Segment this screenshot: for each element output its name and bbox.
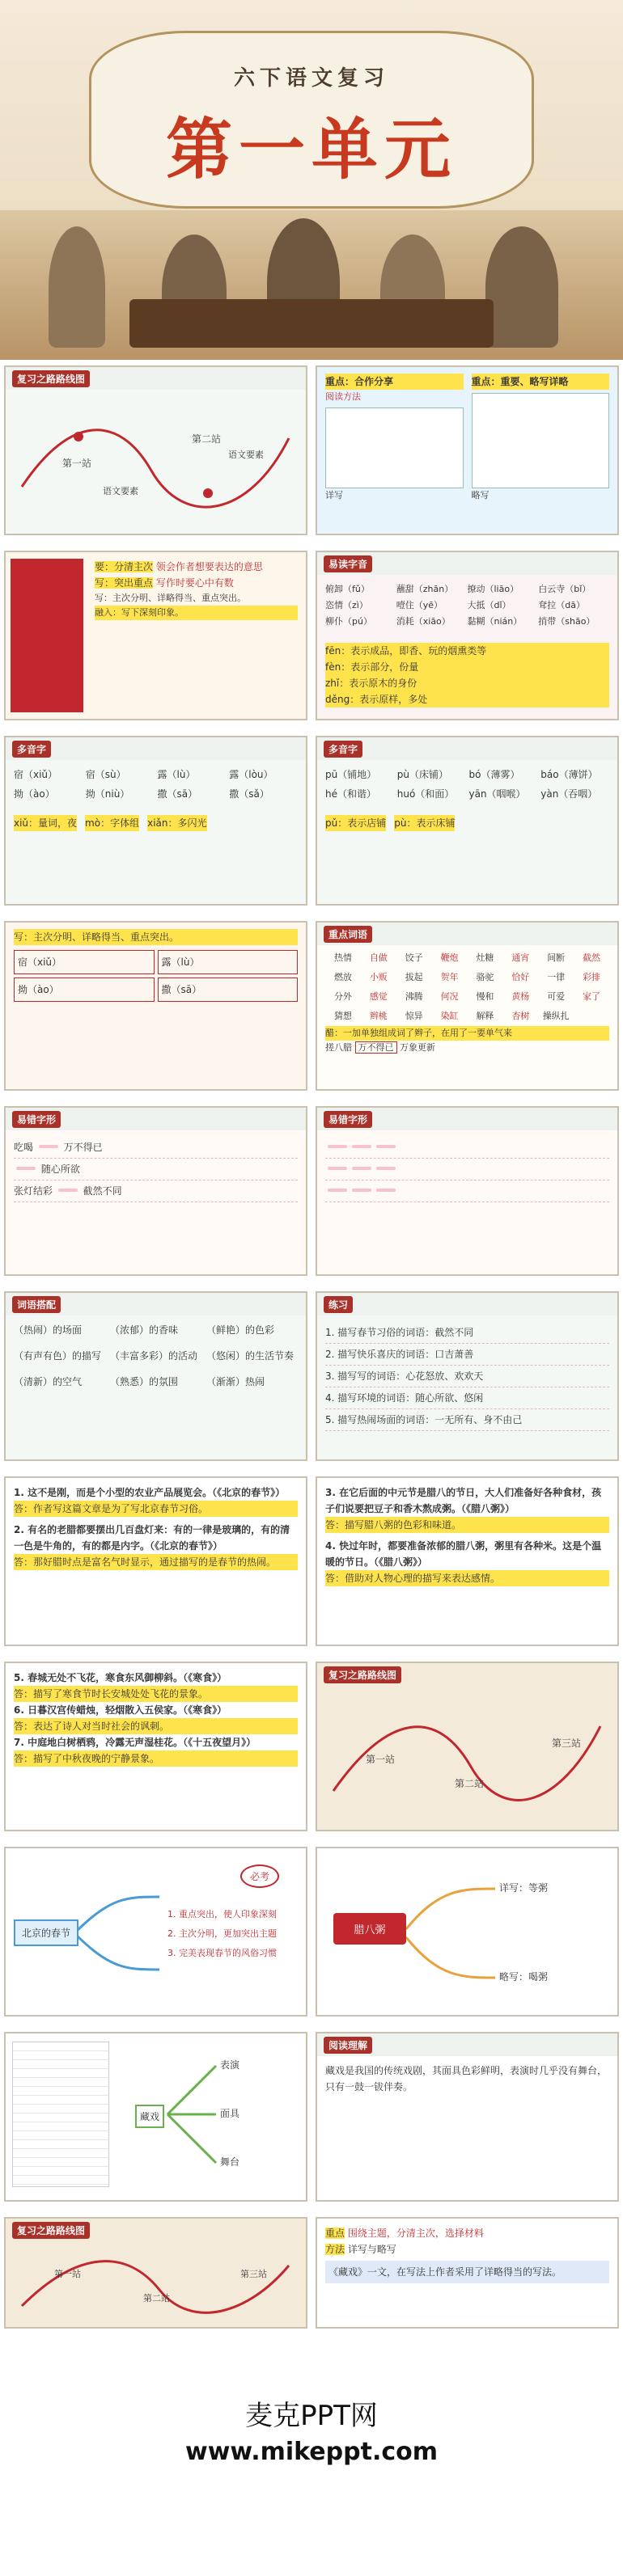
text-item: 拗（ào） [18, 984, 59, 995]
text-item: 撒（sā） [161, 984, 202, 995]
text-item: 间断 [547, 952, 566, 963]
text-item: 3. 描写写的词语：心花怒放、欢欢天 [325, 1366, 609, 1387]
text-item: 3. 在它后面的中元节是腊八的节日，大人们准备好各种食材，孩子们说要把豆子和香木熬成粥。（《腊八粥》） [325, 1487, 602, 1514]
word-note: 写：主次分明、详略得当、重点突出。 [14, 929, 298, 945]
text-item: 6. 日暮汉宫传蜡烛，轻烟散入五侯家。（《寒食》） [14, 1704, 227, 1716]
poly-item: 露（lù） [157, 769, 196, 780]
text-item: 第一站 [54, 2269, 81, 2279]
pinyin-note: fēn：表示成品，即香、玩的烟熏类等 [325, 643, 609, 659]
text-item: 猜想 [333, 1011, 352, 1021]
text-item: 5. 描写热闹场面的词语：一无所有、身不由己 [325, 1409, 609, 1431]
text-item: 方法 [325, 2244, 345, 2255]
text-item: 杏树 [511, 1011, 530, 1021]
slide-pinyin[interactable] [316, 551, 619, 720]
text-item: 1. 这不是刚，而是个小型的农业产品展览会。（《北京的春节》） [14, 1487, 286, 1498]
pinyin-item: 耷拉（dā） [538, 600, 585, 610]
poly-item: 宿（sù） [85, 769, 126, 780]
slide-qa-1[interactable] [4, 1476, 307, 1646]
slide-focus[interactable] [316, 365, 619, 535]
text-item: 鞭炮 [440, 952, 459, 963]
slide-mindmap-2[interactable] [316, 1847, 619, 2016]
poly-item: pù（床铺） [396, 769, 448, 780]
cover-illustration [0, 210, 623, 360]
poly-note: xiǎn：多闪光 [147, 815, 206, 831]
text-item: 黄杨 [511, 991, 530, 1002]
text-item: 答：那好腊时点是富名气时显示，通过描写的是春节的热闹。 [14, 1554, 298, 1570]
text-item: （鲜艳）的色彩 [206, 1324, 275, 1336]
pinyin-note: zhǐ：表示原木的身份 [325, 675, 609, 691]
text-item: 饺子 [405, 952, 423, 963]
text-item: 第三站 [240, 2269, 267, 2279]
text-item: 万不得已 [355, 1041, 397, 1054]
pinyin-item: 消耗（xiāo） [396, 616, 451, 627]
text-item: 重点 [325, 2228, 345, 2239]
pinyin-item: 蘸甜（zhān） [396, 584, 454, 594]
word-box [158, 978, 299, 1002]
slide-mindmap-3[interactable] [4, 2032, 307, 2202]
text-item: 2. 有名的老腊都要摆出几百盘灯来：有的一律是玻璃的，有的清一色是牛角的，有的都是内字。（《北京的春节》） [14, 1524, 290, 1552]
text-item: （热闹）的场面 [14, 1324, 83, 1336]
cover-title: 第一单元 [165, 111, 457, 188]
text-item: 围绕主题，分清主次，选择材料 [347, 2228, 484, 2239]
slide-tag: 多音字 [324, 741, 362, 758]
route-stop-2-sub: 语文要素 [228, 450, 264, 460]
slide-method[interactable] [316, 2217, 619, 2329]
text-item: 热情 [333, 952, 352, 963]
slide-phrases[interactable] [4, 1291, 307, 1461]
text-item: 感觉 [369, 991, 388, 1002]
text-item: 操纵扎 [542, 1011, 570, 1021]
slide-pinyin-rows-2[interactable] [316, 1106, 619, 1276]
poly-note: xiǔ：量词，夜 [14, 815, 77, 831]
focus-sub-1: 阅读方法 [325, 391, 361, 402]
slide-key-words[interactable] [316, 921, 619, 1091]
route-stop-2: 第二站 [192, 433, 222, 445]
text-item: 恰好 [511, 972, 530, 982]
text-item: 贺年 [440, 972, 459, 982]
slide-qa-3[interactable] [4, 1662, 307, 1831]
pinyin-item: 大抵（dǐ） [467, 600, 511, 610]
slide-pinyin-rows[interactable] [4, 1106, 307, 1276]
text-item: 详写：等粥 [499, 1882, 549, 1894]
req-line-1: 要：分清主次 [95, 561, 154, 572]
slide-tag: 阅读理解 [324, 2037, 372, 2054]
focus-foot-2: 略写 [471, 490, 490, 500]
text-item: 吃喝 [14, 1142, 34, 1153]
text-item: 可爱 [547, 991, 566, 1002]
word-box [14, 950, 155, 974]
slide-polyphone-2[interactable] [316, 736, 619, 906]
text-item: 辫桃 [369, 1011, 388, 1021]
req-line-5: 写：主次分明、详略得当、重点突出。 [95, 593, 246, 603]
text-item: 自做 [369, 952, 388, 963]
req-line-2: 领会作者想要表达的意思 [155, 561, 263, 572]
slide-tag: 易错字形 [324, 1111, 372, 1128]
slide-tag: 重点词语 [324, 926, 372, 943]
text-item: 5. 春城无处不飞花，寒食东风御柳斜。（《寒食》） [14, 1672, 227, 1683]
footer [0, 2329, 623, 2576]
text-item: 随心所欲 [40, 1163, 80, 1175]
text-item: （熟悉）的氛围 [110, 1376, 179, 1387]
text-item: 彩排 [583, 972, 601, 982]
req-line-3: 写：突出重点 [95, 577, 154, 589]
pinyin-item: 撩动（liāo） [467, 584, 519, 594]
text-item: 4. 描写环境的词语：随心所欲、悠闲 [325, 1387, 609, 1409]
poly-note: pù：表示床铺 [394, 815, 455, 831]
text-item: 答：描写腊八粥的色彩和味道。 [325, 1517, 609, 1533]
text-item: （清新）的空气 [14, 1376, 83, 1387]
text-item: 截然不同 [83, 1185, 122, 1197]
poly-note: pǔ：表示店铺 [325, 815, 386, 831]
mindmap-center: 北京的春节 [14, 1919, 78, 1946]
word-box [158, 950, 299, 974]
text-item: （悠闲）的生活节奏 [206, 1350, 295, 1362]
text-item: 答：表达了诗人对当时社会的讽刺。 [14, 1718, 298, 1734]
slide-polyphone[interactable] [4, 736, 307, 906]
text-item: 宿（xiǔ） [18, 956, 62, 968]
text-item: （浓郁）的香味 [110, 1324, 179, 1336]
route-stop-1: 第一站 [62, 458, 92, 469]
poly-item: bó（薄雾） [468, 769, 520, 780]
text-item: 搓八腊 [325, 1042, 352, 1053]
cover-subtitle: 六下语文复习 [233, 66, 389, 91]
text-item: 面具 [220, 2108, 240, 2119]
poly-item: 撒（sǎ） [229, 788, 269, 800]
slide-requirement[interactable] [4, 551, 307, 720]
slide-word-form[interactable] [4, 921, 307, 1091]
text-item: 藏戏 [135, 2105, 164, 2128]
slide-tag: 词语搭配 [12, 1296, 61, 1313]
text-item: 一律 [547, 972, 566, 982]
slide-tag: 多音字 [12, 741, 51, 758]
text-item: 骆驼 [476, 972, 494, 982]
pinyin-item: 柳仆（pú） [325, 616, 372, 627]
pinyin-item: 黏糊（nián） [467, 616, 523, 627]
poly-item: 拗（ào） [14, 788, 55, 800]
text-item: 第二站 [455, 1778, 485, 1789]
pinyin-item: 恣情（zì） [325, 600, 368, 610]
slide-route-map[interactable] [4, 365, 307, 535]
poly-item: 撒（sā） [157, 788, 198, 800]
text-item: 万象更新 [400, 1042, 435, 1053]
poly-item: huó（和面） [396, 788, 455, 800]
text-item: 答：描写了中秋夜晚的宁静景象。 [14, 1750, 298, 1767]
text-item: 略写：喝粥 [499, 1971, 549, 1983]
poly-item: 露（lòu） [229, 769, 273, 780]
req-line-4: 写作时要心中有数 [155, 577, 234, 589]
slide-tag: 易读字音 [324, 555, 372, 572]
poly-item: hé（和谐） [325, 788, 376, 800]
slide-tag: 复习之路路线图 [12, 370, 90, 387]
slide-tag: 练习 [324, 1296, 353, 1313]
pinyin-item: 捎带（shāo） [538, 616, 595, 627]
footer-url[interactable]: www.mikeppt.com [185, 2438, 438, 2466]
focus-foot-1: 详写 [325, 490, 343, 500]
text-item: 2. 主次分明，更加突出主题 [167, 1928, 277, 1939]
slide-qa-2[interactable] [316, 1476, 619, 1646]
pinyin-note: děng：表示原样，多处 [325, 691, 609, 707]
text-item: 必考 [240, 1864, 279, 1888]
text-item: 第二站 [143, 2293, 170, 2304]
text-item: 染缸 [440, 1011, 459, 1021]
route-stop-1-sub: 语文要素 [103, 486, 138, 496]
slide-reading[interactable] [316, 2032, 619, 2202]
text-item: 沸腾 [405, 991, 423, 1002]
footer-brand: 麦克PPT网 [245, 2400, 378, 2432]
poly-item: pū（铺地） [325, 769, 377, 780]
pinyin-item: 俯卸（fǔ） [325, 584, 370, 594]
text-item: 详写与略写 [347, 2244, 396, 2255]
req-line-6: 融入：写下深刻印象。 [95, 606, 298, 620]
text-item: 4. 快过年时，都要准备浓郁的腊八粥，粥里有各种米。这是个温暖的节日。（《腊八粥》） [325, 1540, 602, 1568]
text-item: 3. 完美表现春节的风俗习惯 [167, 1948, 277, 1958]
text-item: 第三站 [552, 1738, 582, 1749]
text-item: 慢和 [476, 991, 494, 1002]
text-item: 何况 [440, 991, 459, 1002]
text-item: （有声有色）的描写 [14, 1350, 102, 1362]
text-item: 灶糖 [476, 952, 494, 963]
pinyin-note: fèn：表示部分，份量 [325, 659, 609, 675]
text-item: 分外 [333, 991, 352, 1002]
poly-item: yān（咽喉） [468, 788, 526, 800]
text-item: 截然 [583, 952, 601, 963]
slide-tag: 易错字形 [12, 1111, 61, 1128]
text-item: 《藏戏》一文，在写法上作者采用了详略得当的写法。 [325, 2261, 609, 2283]
text-item: 答：借助对人物心理的描写来表达感情。 [325, 1570, 609, 1586]
text-item: 家了 [583, 991, 601, 1002]
text-item: 解释 [476, 1011, 494, 1021]
text-item: 舞台 [220, 2156, 240, 2168]
slide-tag: 复习之路路线图 [12, 2222, 90, 2239]
text-item: 张灯结彩 [14, 1185, 53, 1197]
poly-item: báo（薄饼） [540, 769, 598, 780]
reading-text: 藏戏是我国的传统戏剧，其面具色彩鲜明，表演时几乎没有舞台，只有一鼓一钹伴奏。 [325, 2065, 608, 2092]
text-item: 万不得已 [63, 1142, 103, 1153]
text-item: 拔起 [405, 972, 423, 982]
poly-item: yàn（吞咽） [540, 788, 598, 800]
words-foot: 醋：一加单独组成词了辫子，在用了一要单气来 [325, 1026, 609, 1041]
pinyin-item: 白云寺（bǐ） [538, 584, 591, 594]
text-item: 第一站 [366, 1754, 396, 1765]
text-item: 1. 重点突出，使人印象深刻 [167, 1909, 277, 1919]
text-item: 惊异 [405, 1011, 423, 1021]
text-item: 答：作者写这篇文章是为了写北京春节习俗。 [14, 1501, 298, 1517]
text-item: 小贩 [369, 972, 388, 982]
poly-item: 拗（niù） [85, 788, 130, 800]
text-item: 2. 描写快乐喜庆的词语：口吉萧善 [325, 1344, 609, 1366]
cover-slide[interactable] [0, 0, 623, 360]
route-path-2 [317, 1686, 617, 1823]
slide-fill[interactable] [316, 1291, 619, 1461]
slide-route-map-2[interactable] [316, 1662, 619, 1831]
text-item: （丰富多彩）的活动 [110, 1350, 198, 1362]
text-item: 1. 描写春节习俗的词语：截然不同 [325, 1322, 609, 1344]
slide-route-map-3[interactable] [4, 2217, 307, 2329]
text-item: 表演 [220, 2059, 240, 2071]
text-item: 露（lù） [161, 956, 200, 968]
text-item: 7. 中庭地白树栖鸦，冷露无声湿桂花。（《十五夜望月》） [14, 1737, 256, 1748]
focus-tag-1: 重点：合作分享 [325, 374, 464, 390]
pinyin-item: 噎住（yē） [396, 600, 443, 610]
slide-mindmap-1[interactable] [4, 1847, 307, 2016]
text-item: 燃放 [333, 972, 352, 982]
poly-item: 宿（xiǔ） [14, 769, 58, 780]
poly-note: mò：字体组 [85, 815, 139, 831]
text-item: 答：描写了寒食节时长安城处处飞花的景象。 [14, 1686, 298, 1702]
text-item: 腊八粥 [333, 1913, 406, 1945]
slide-tag: 复习之路路线图 [324, 1666, 401, 1683]
text-item: （渐渐）热闹 [206, 1376, 265, 1387]
word-box [14, 978, 155, 1002]
focus-tag-2: 重点：重要、略写详略 [472, 374, 610, 390]
text-item: 通宵 [511, 952, 530, 963]
